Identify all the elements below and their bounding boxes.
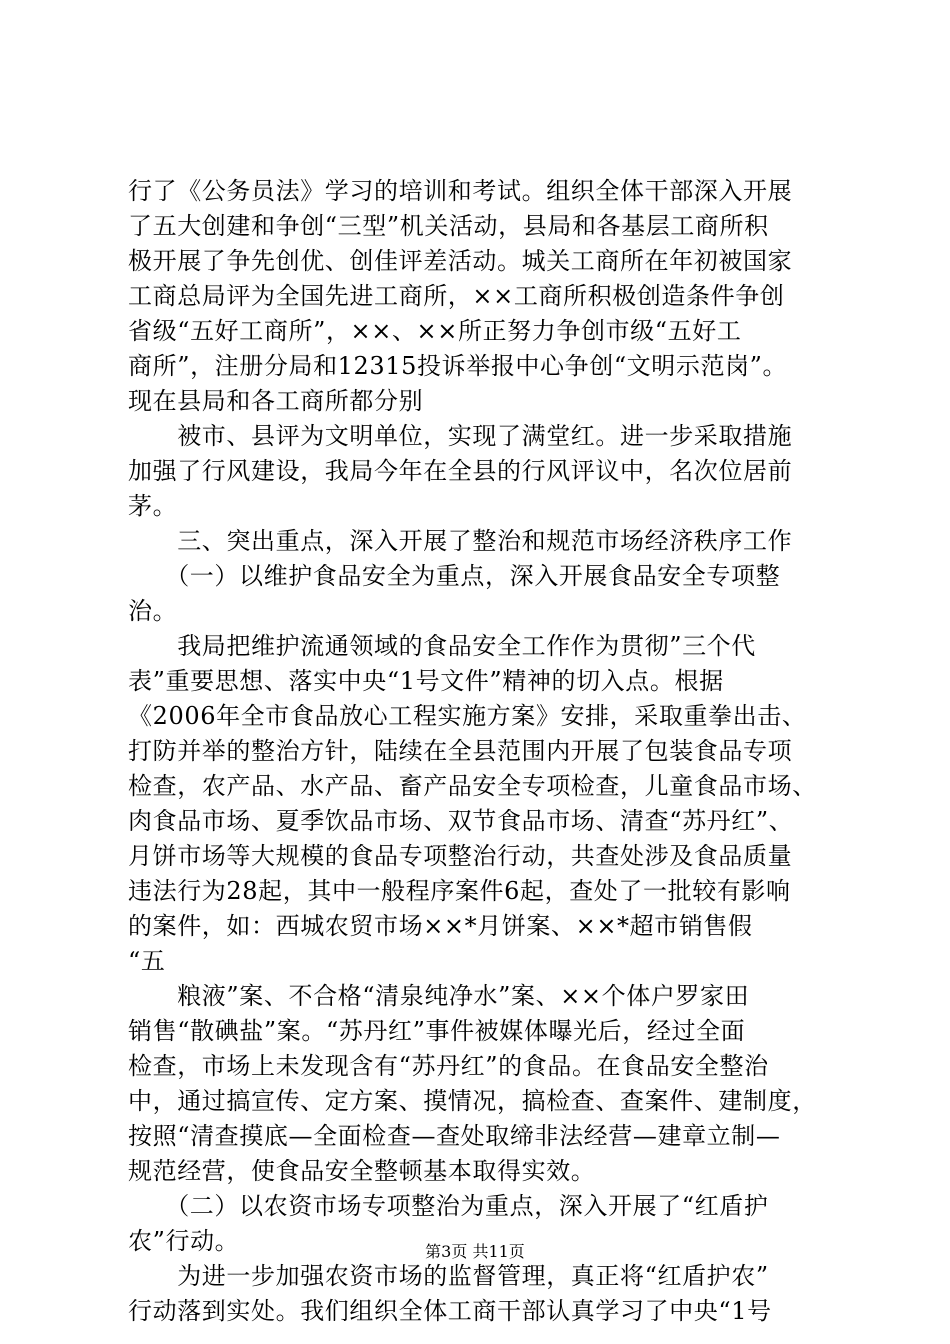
text-line: 销售“散碘盐”案。“苏丹红”事件被媒体曝光后，经过全面 [128,1017,746,1045]
text-line: 的案件，如：西城农贸市场××*月饼案、××*超市销售假 [128,912,753,940]
text-line: 我局把维护流通领域的食品安全工作作为贯彻”三个代 [128,632,756,660]
text-line: 为进一步加强农资市场的监督管理，真正将“红盾护农” [128,1262,769,1290]
text-line: 中，通过搞宣传、定方案、摸情况，搞检查、查案件、建制度， [128,1087,817,1115]
text-line: 农”行动。 [128,1227,240,1255]
text-line: 行了《公务员法》学习的培训和考试。组织全体干部深入开展 [128,177,793,205]
text-line: 治。 [128,597,178,625]
text-line: 按照“清查摸底—全面检查—查处取缔非法经营—建章立制— [128,1122,781,1150]
text-line: 现在县局和各工商所都分别 [128,387,424,415]
body-text [128,174,832,1329]
text-line: 打防并举的整治方针，陆续在全县范围内开展了包装食品专项 [128,737,793,765]
text-line: “五 [128,947,166,975]
text-line: 被市、县评为文明单位，实现了满堂红。进一步采取措施 [128,422,793,450]
text-line: 行动落到实处。我们组织全体工商干部认真学习了中央“1号 [128,1297,772,1325]
page-footer: 第3页 共11页 [425,1242,525,1261]
text-line: 茅。 [128,492,178,520]
text-line: 商所”，注册分局和12315投诉举报中心争创“文明示范岗”。 [128,352,788,380]
text-line: 了五大创建和争创“三型”机关活动，县局和各基层工商所积 [128,212,769,240]
text-line: 《2006年全市食品放心工程实施方案》安排，采取重拳出击、 [128,702,807,730]
text-line: 检查，农产品、水产品、畜产品安全专项检查，儿童食品市场、 [128,772,817,800]
subsection-heading: （一）以维护食品安全为重点，深入开展食品安全专项整 [128,562,781,590]
section-heading: 三、突出重点，深入开展了整治和规范市场经济秩序工作 [128,527,793,555]
text-line: 加强了行风建设，我局今年在全县的行风评议中，名次位居前 [128,457,793,485]
text-line: 粮液”案、不合格“清泉纯净水”案、××个体户罗家田 [128,982,750,1010]
text-line: 极开展了争先创优、创佳评差活动。城关工商所在年初被国家 [128,247,793,275]
text-line: 工商总局评为全国先进工商所，××工商所积极创造条件争创 [128,282,785,310]
text-line: 肉食品市场、夏季饮品市场、双节食品市场、清查“苏丹红”、 [128,807,794,835]
text-line: 表”重要思想、落实中央“1号文件”精神的切入点。根据 [128,667,724,695]
text-line: 省级“五好工商所”，××、××所正努力争创市级“五好工 [128,317,742,345]
text-line: 月饼市场等大规模的食品专项整治行动，共查处涉及食品质量 [128,842,793,870]
subsection-heading: （二）以农资市场专项整治为重点，深入开展了“红盾护 [128,1192,769,1220]
text-line: 检查，市场上未发现含有“苏丹红”的食品。在食品安全整治 [128,1052,769,1080]
text-line: 规范经营，使食品安全整顿基本取得实效。 [128,1157,596,1185]
text-line: 违法行为28起，其中一般程序案件6起，查处了一批较有影响 [128,877,791,905]
